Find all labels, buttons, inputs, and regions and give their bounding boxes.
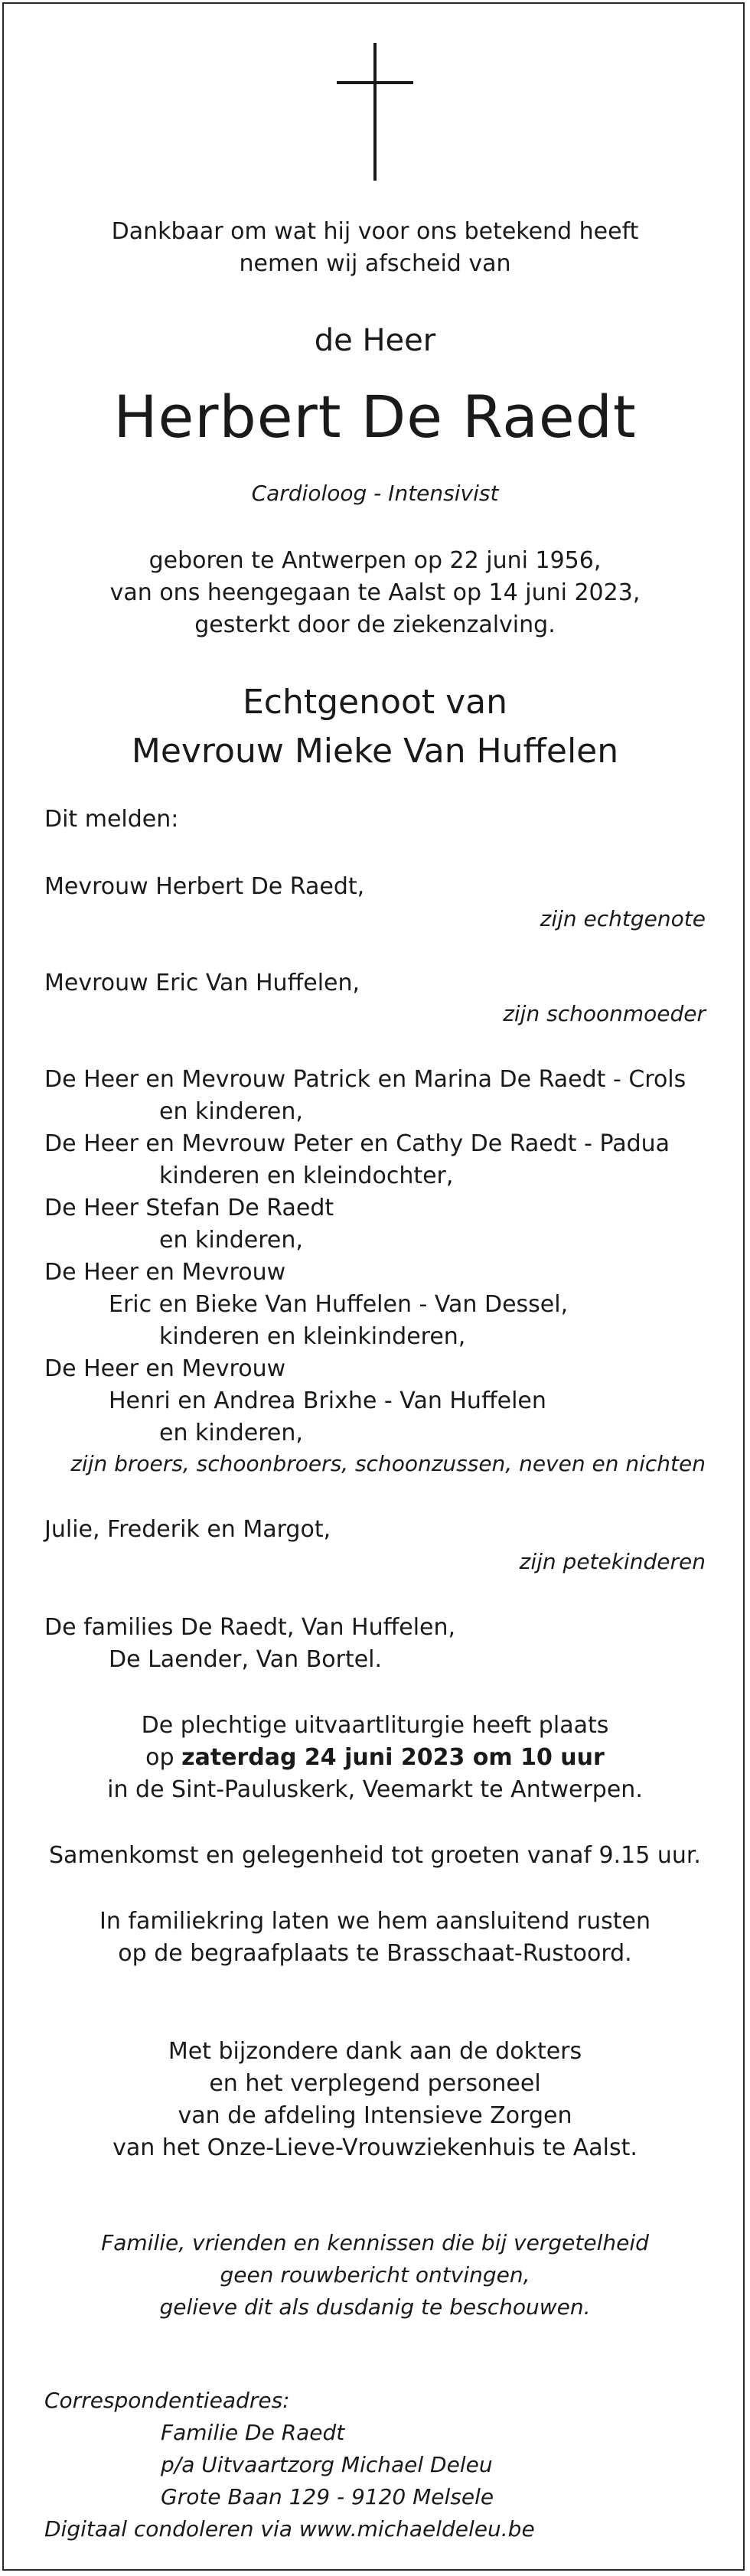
sibling-line: en kinderen,: [159, 1098, 303, 1125]
gathering: Samenkomst en gelegenheid tot groeten vanaf 9.15 uur.: [49, 1842, 701, 1869]
correspondence-line: Familie De Raedt: [161, 2420, 345, 2445]
sibling-line: en kinderen,: [159, 1420, 303, 1446]
funeral-line-1: De plechtige uitvaartliturgie heeft plaats: [141, 1712, 609, 1739]
intro-line-1: Dankbaar om wat hij voor ons betekend heeft: [111, 218, 639, 245]
life-line-3: gesterkt door de ziekenzalving.: [194, 611, 556, 638]
siblings-role: zijn broers, schoonbroers, schoonzussen, neven en nichten: [70, 1451, 706, 1476]
families-line-1: De families De Raedt, Van Huffelen,: [44, 1614, 456, 1641]
thanks-line-4: van het Onze-Lieve-Vrouwziekenhuis te Aalst.: [112, 2134, 638, 2161]
intro-line-2: nemen wij afscheid van: [239, 250, 511, 277]
families-line-2: De Laender, Van Bortel.: [109, 1646, 383, 1673]
godchildren-role: zijn petekinderen: [519, 1549, 706, 1574]
sibling-line: en kinderen,: [159, 1227, 303, 1254]
sibling-line: De Heer en Mevrouw Patrick en Marina De Raedt - Crols: [44, 1066, 686, 1093]
notice-line-3: gelieve dit als dusdanig te beschouwen.: [159, 2294, 591, 2320]
thanks-line-3: van de afdeling Intensieve Zorgen: [178, 2102, 572, 2129]
sibling-line: Eric en Bieke Van Huffelen - Van Dessel,: [109, 1291, 569, 1318]
spouse-heading-2: Mevrouw Mieke Van Huffelen: [131, 732, 619, 771]
correspondence-label: Correspondentieadres:: [44, 2388, 290, 2413]
spouse-heading-1: Echtgenoot van: [243, 683, 507, 722]
notice-line-1: Familie, vrienden en kennissen die bij vergetelheid: [101, 2230, 649, 2255]
sibling-line: kinderen en kleinkinderen,: [159, 1323, 466, 1350]
correspondence-line: p/a Uitvaartzorg Michael Deleu: [161, 2452, 493, 2477]
sibling-line: De Heer en Mevrouw: [44, 1259, 286, 1286]
announce: Dit melden:: [44, 806, 179, 833]
spouse-name: Mevrouw Herbert De Raedt,: [44, 873, 365, 900]
funeral-date: zaterdag 24 juni 2023 om 10 uur: [181, 1744, 605, 1771]
burial-line-1: In familiekring laten we hem aansluitend rusten: [99, 1908, 651, 1935]
thanks-line-2: en het verplegend personeel: [209, 2070, 541, 2097]
sibling-line: De Heer en Mevrouw: [44, 1355, 286, 1382]
spouse-role: zijn echtgenote: [540, 906, 706, 931]
sibling-line: Henri en Andrea Brixhe - Van Huffelen: [109, 1387, 546, 1414]
correspondence-line: Grote Baan 129 - 9120 Melsele: [161, 2484, 494, 2509]
sibling-line: De Heer en Mevrouw Peter en Cathy De Raedt - Padua: [44, 1130, 670, 1157]
cross-icon: [337, 43, 413, 181]
life-line-1: geboren te Antwerpen op 22 juni 1956,: [148, 547, 602, 574]
funeral-date-prefix: op: [145, 1744, 182, 1771]
godchildren-name: Julie, Frederik en Margot,: [44, 1516, 331, 1543]
profession: Cardioloog - Intensivist: [251, 481, 499, 506]
mother-in-law-name: Mevrouw Eric Van Huffelen,: [44, 970, 360, 996]
sibling-line: De Heer Stefan De Raedt: [44, 1195, 334, 1221]
thanks-line-1: Met bijzondere dank aan de dokters: [168, 2038, 582, 2065]
funeral-line-2: [0, 1740, 750, 1775]
burial-line-2: op de begraafplaats te Brasschaat-Rustoord.: [118, 1940, 632, 1967]
notice-line-2: geen rouwbericht ontvingen,: [220, 2262, 530, 2287]
title-prefix: de Heer: [314, 323, 436, 358]
deceased-name: Herbert De Raedt: [113, 383, 637, 451]
life-line-2: van ons heengegaan te Aalst op 14 juni 2023,: [109, 579, 641, 606]
mother-in-law-role: zijn schoonmoeder: [503, 1001, 706, 1026]
funeral-line-3: in de Sint-Pauluskerk, Veemarkt te Antwerpen.: [107, 1776, 643, 1803]
sibling-line: kinderen en kleindochter,: [159, 1162, 454, 1189]
online-condolence: Digitaal condoleren via www.michaeldeleu.be: [44, 2516, 535, 2542]
